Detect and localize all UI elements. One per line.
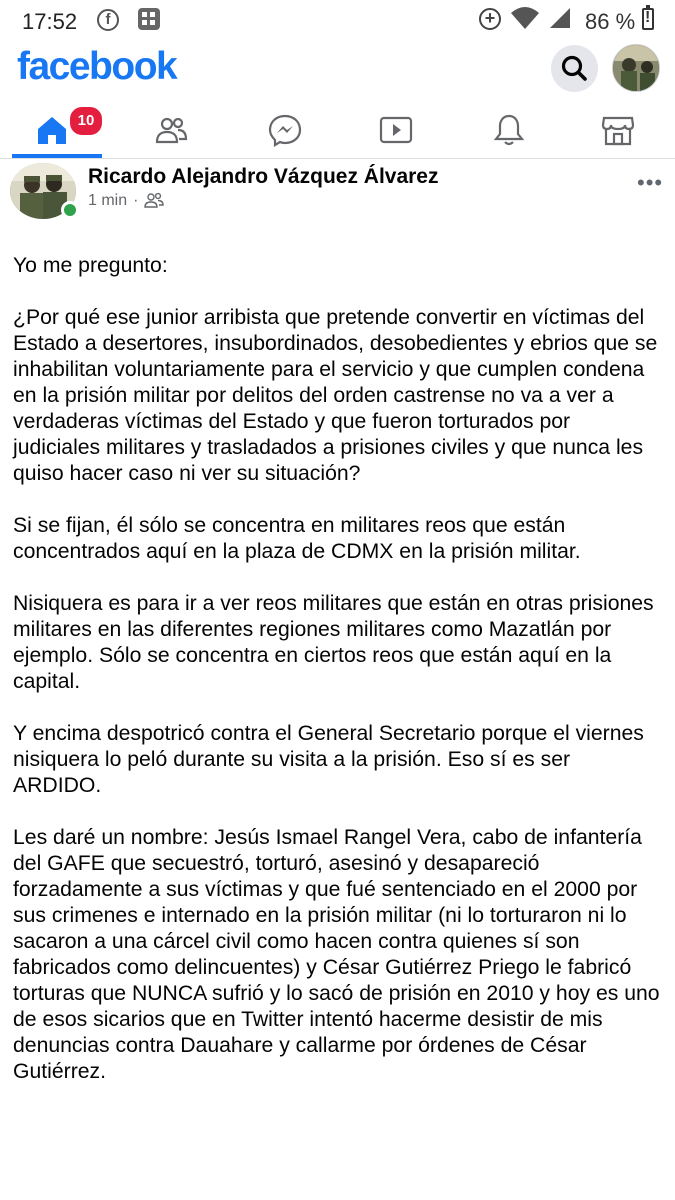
nav-home[interactable]: [12, 100, 95, 158]
post-timestamp[interactable]: 1 min: [88, 192, 128, 209]
post-paragraph: Nisiquera es para ir a ver reos militares que están en otras prisiones militares en las diferentes regiones militares como Mazatlán por ejemplo. Sólo se concentra en ciertos reos que están aquí en la capital.: [13, 592, 654, 693]
status-time: 17:52: [22, 9, 78, 34]
post-paragraph: Y encima despotricó contra el General Secretario porque el viernes nisiquera lo peló durante su visita a la prisión. Eso sí es ser ARDIDO.: [13, 722, 644, 797]
search-icon: [551, 45, 598, 92]
facebook-notification-icon: f: [97, 9, 119, 31]
post-paragraph: Yo me pregunto:: [13, 254, 168, 277]
nav-friends[interactable]: [131, 100, 211, 158]
header-divider: [0, 158, 675, 159]
watch-icon: [378, 112, 414, 148]
post-meta: [88, 192, 164, 210]
meta-separator: ·: [133, 192, 139, 209]
post-paragraph: ¿Por qué ese junior arribista que pretende convertir en víctimas del Estado a desertores, insubordinados, desobedientes y ebrios que se inhabilitan voluntariamente para el servicio y que cumplen condena en la prisión militar por delitos del orden castrense no va a ver a verdaderas víctimas del Estado y que fueron torturados por judiciales militares y trasladados a prisiones civiles y que nunca les quiso hacer caso ni ver su situación?: [13, 306, 658, 485]
home-icon: [34, 112, 70, 148]
messenger-icon: [267, 112, 303, 148]
post-text: [13, 253, 663, 1111]
facebook-logo[interactable]: facebook: [17, 45, 177, 88]
nav-notifications[interactable]: [469, 100, 549, 158]
online-status-indicator: [61, 201, 79, 219]
friends-icon: [153, 112, 189, 148]
more-options-button[interactable]: •••: [637, 170, 664, 195]
status-bar: [0, 0, 675, 40]
profile-avatar[interactable]: [612, 44, 660, 92]
profile-photo: [613, 45, 660, 92]
main-nav: [0, 100, 675, 158]
nav-marketplace[interactable]: [578, 100, 658, 158]
post-paragraph: Si se fijan, él sólo se concentra en militares reos que están concentrados aquí en la plaza de CDMX en la prisión militar.: [13, 514, 581, 563]
wifi-icon: [511, 5, 539, 31]
battery-percentage: 86 %: [585, 9, 636, 34]
app-grid-icon: [138, 8, 160, 30]
nav-messenger[interactable]: [245, 100, 325, 158]
battery-alert-icon: [642, 8, 654, 30]
marketplace-icon: [600, 112, 636, 148]
search-button[interactable]: [551, 45, 598, 92]
data-saver-icon: +: [479, 8, 501, 30]
notifications-icon: [491, 112, 527, 148]
post-author-name[interactable]: Ricardo Alejandro Vázquez Álvarez: [88, 165, 439, 188]
friends-audience-icon[interactable]: [144, 192, 164, 208]
nav-watch[interactable]: [356, 100, 436, 158]
post-paragraph: Les daré un nombre: Jesús Ismael Rangel Vera, cabo de infantería del GAFE que secuestró, torturó, asesinó y desapareció forzadamente a sus víctimas y que fué sentenciado en el 2000 por sus crimenes e internado en la prisión militar (ni lo torturaron ni lo sacaron a una cárcel civil como hacen contra quienes sí son fabricados como delincuentes) y César Gutiérrez Priego le fabricó torturas que NUNCA sufrió y lo sacó de prisión en 2010 y hoy es uno de esos sicarios que en Twitter intentó hacerme desistir de mis denuncias contra Dauahare y callarme por órdenes de César Gutiérrez.: [13, 826, 660, 1083]
cell-signal-icon: [548, 6, 572, 30]
notification-badge: 10: [68, 105, 104, 137]
